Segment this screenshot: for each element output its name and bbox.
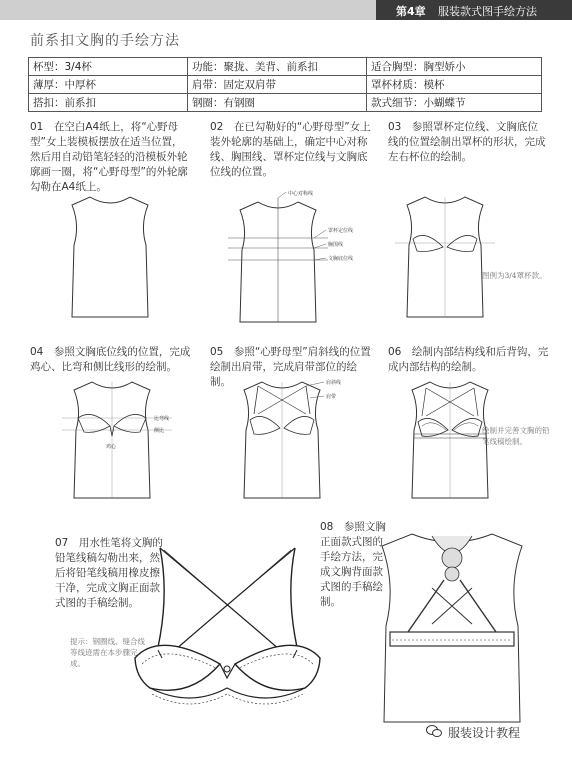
table-cell: 薄厚：中厚杯 (29, 76, 188, 94)
step-2-text: 02 在已勾勒好的“心野母型”女上装外轮廓的基础上，确定中心对称线、胸围线、罩杯定位线与文胸底位线的位置。 (210, 121, 371, 178)
note-fig3: 图例为3/4罩杯款。 (482, 271, 547, 280)
step-7-text: 07 用水性笔将文胸的铅笔线稿勾勒出来，然后将铅笔线稿用橡皮擦干净，完成文胸正面款式图的手稿绘制。 (55, 537, 163, 609)
label-side-curve: 比弯线 (154, 416, 170, 422)
table-row (29, 76, 542, 94)
figure-2-guide-lines (228, 190, 378, 325)
figure-3-cups (395, 195, 495, 320)
wechat-icon (426, 724, 442, 738)
figure-1-torso-outline (60, 195, 160, 320)
spec-table (28, 57, 542, 112)
figure-5-straps (232, 378, 372, 500)
table-cell: 功能：聚拢、美背、前系扣 (188, 58, 367, 76)
table-row (29, 94, 542, 112)
figure-4-gore-side (62, 380, 192, 500)
figure-8-bra-back (372, 530, 532, 725)
label-center-line: 中心对称线 (288, 191, 314, 197)
step-3-text: 03 参照罩杯定位线、文胸底位线的位置绘制出罩杯的形状，完成左右杯位的绘制。 (388, 121, 546, 163)
step-6-text: 06 绘制内部结构线和后背钩，完成内部结构的绘制。 (388, 346, 549, 373)
header-gray-band (0, 0, 376, 20)
step-5-text: 05 参照“心野母型”肩斜线的位置绘制出肩带，完成肩带部位的绘制。 (210, 346, 371, 388)
note-fig6: 绘制并完善文胸的铅笔线稿绘制。 (482, 426, 550, 446)
section-label: 服装款式图手绘方法 (438, 5, 537, 18)
table-cell: 杯型：3/4杯 (29, 58, 188, 76)
table-cell: 罩杯材质：模杯 (367, 76, 542, 94)
table-cell: 搭扣：前系扣 (29, 94, 188, 112)
label-strap: 肩带 (326, 394, 337, 400)
table-row (29, 58, 542, 76)
step-8-text: 08 参照文胸正面款式图的手绘方法，完成文胸背面款式图的手稿绘制。 (320, 521, 386, 608)
label-side-line: 侧比 (154, 428, 165, 434)
table-cell: 钢圈：有钢圈 (188, 94, 367, 112)
label-bottom-line: 文胸底位线 (328, 256, 354, 262)
step-1-text: 01 在空白A4纸上，将“心野母型”女上装模板摆放在适当位置，然后用自动铅笔轻轻的沿模板外轮廓画一圈，将“心野母型”的外轮廓勾勒在A4纸上。 (30, 121, 188, 193)
table-cell: 款式细节：小蝴蝶节 (367, 94, 542, 112)
label-cup-line: 罩杯定位线 (328, 228, 354, 234)
label-bust-line: 胸围线 (328, 242, 344, 248)
chapter-label: 第4章 (396, 5, 426, 18)
table-cell: 肩带：固定双肩带 (188, 76, 367, 94)
page-title: 前系扣文胸的手绘方法 (30, 33, 180, 49)
watermark: 服装设计教程 (448, 726, 521, 740)
table-cell: 适合胸型：胸型娇小 (367, 58, 542, 76)
label-shoulder-line: 肩斜线 (326, 380, 342, 386)
note-fig7: 提示：钢圈线、缝合线等线迹需在本步骤完成。 (70, 637, 145, 668)
label-gore: 鸡心 (106, 444, 117, 450)
figure-6-structure (400, 378, 500, 500)
step-4-text: 04 参照文胸底位线的位置，完成鸡心、比弯和侧比线形的绘制。 (30, 346, 191, 373)
header-bar (0, 0, 572, 22)
figure-7-bra-front (120, 538, 335, 723)
